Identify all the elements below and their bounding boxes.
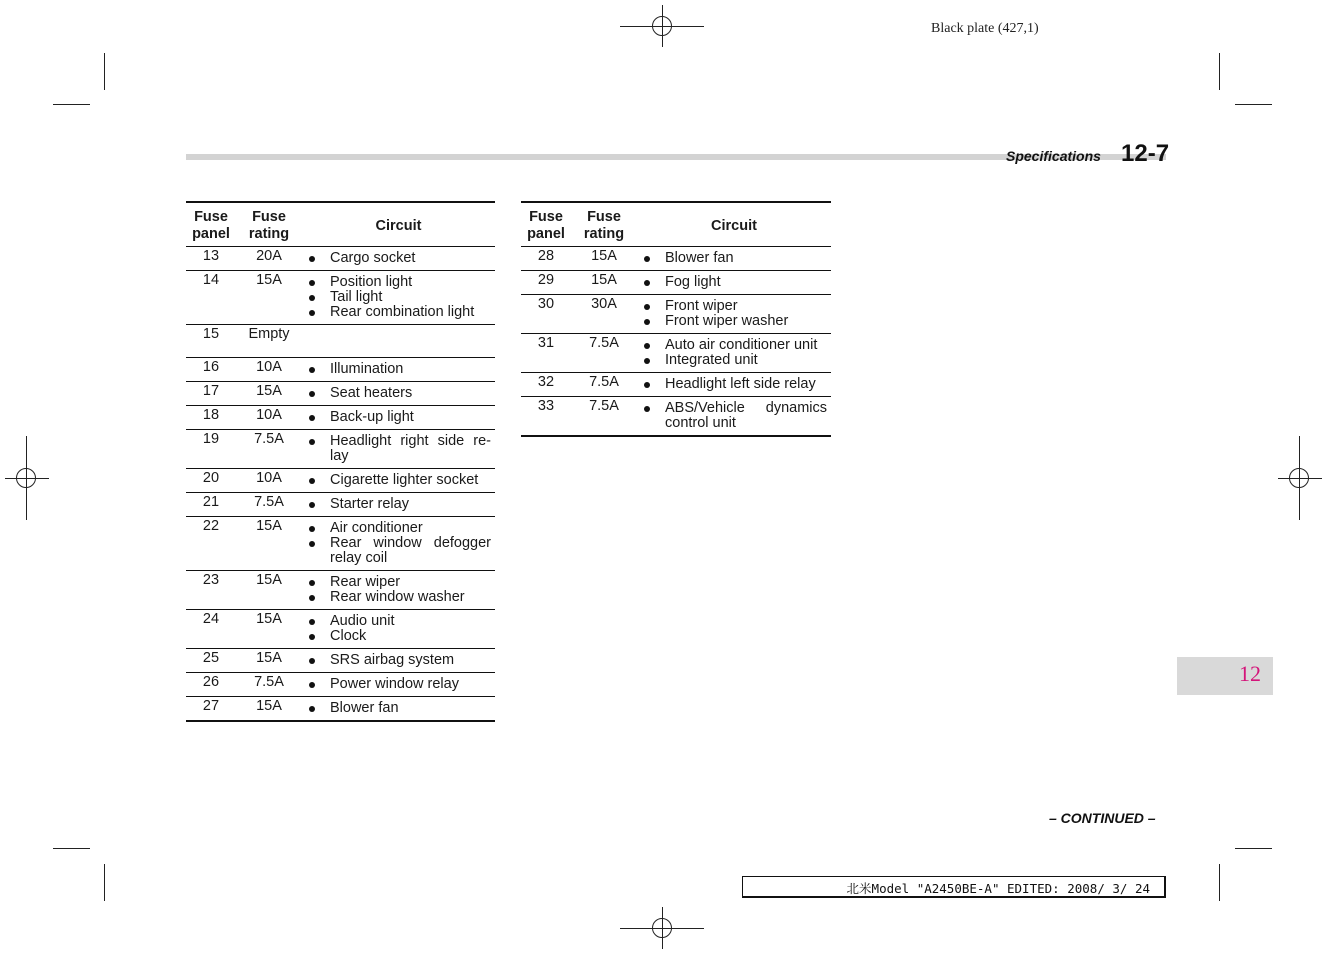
- circuit-item: Blower fan: [302, 701, 491, 716]
- circuit-item: Position light: [302, 275, 491, 290]
- fuse-rating-cell: 7.5A: [236, 430, 302, 469]
- fuse-table-right-body: [521, 247, 831, 437]
- circuit-cell: [637, 373, 831, 397]
- fuse-panel-cell: 17: [186, 382, 236, 406]
- circuit-item: ABS/Vehicle dynamics control unit: [637, 401, 827, 431]
- circuit-list: [302, 612, 495, 644]
- fuse-rating-cell: 15A: [236, 382, 302, 406]
- circuit-cell: [302, 571, 495, 610]
- fuse-rating-cell: 7.5A: [236, 673, 302, 697]
- table-row: [186, 325, 495, 358]
- table-row: [186, 571, 495, 610]
- circuit-list: [637, 399, 831, 431]
- fuse-panel-cell: 16: [186, 358, 236, 382]
- circuit-item: Back-up light: [302, 410, 491, 425]
- fuse-panel-cell: 19: [186, 430, 236, 469]
- circuit-list: [637, 375, 831, 392]
- fuse-panel-cell: 20: [186, 469, 236, 493]
- fuse-panel-cell: 22: [186, 517, 236, 571]
- fuse-panel-cell: 18: [186, 406, 236, 430]
- fuse-rating-cell: 10A: [236, 469, 302, 493]
- circuit-list: [302, 327, 495, 329]
- fuse-rating-cell: 15A: [236, 271, 302, 325]
- table-row: [186, 610, 495, 649]
- circuit-cell: [302, 325, 495, 358]
- fuse-panel-cell: 28: [521, 247, 571, 271]
- chapter-tab-number: 12: [1239, 661, 1261, 686]
- circuit-item: Clock: [302, 629, 491, 644]
- circuit-item: Rear combination light: [302, 305, 491, 320]
- fuse-panel-cell: 24: [186, 610, 236, 649]
- fuse-panel-cell: 13: [186, 247, 236, 271]
- table-header-row: [186, 202, 495, 247]
- circuit-cell: [637, 295, 831, 334]
- circuit-item: Auto air conditioner unit: [637, 338, 827, 353]
- circuit-item: Seat heaters: [302, 386, 491, 401]
- fuse-table-left-body: [186, 247, 495, 722]
- column-header-panel: Fuse panel: [521, 202, 571, 247]
- circuit-list: [302, 699, 495, 716]
- circuit-cell: [637, 334, 831, 373]
- circuit-item: Blower fan: [637, 251, 827, 266]
- circuit-list: [302, 432, 495, 464]
- circuit-cell: [302, 493, 495, 517]
- circuit-list: [302, 573, 495, 605]
- circuit-list: [302, 273, 495, 320]
- circuit-list: [637, 297, 831, 329]
- fuse-rating-cell: 15A: [236, 571, 302, 610]
- fuse-panel-cell: 31: [521, 334, 571, 373]
- fuse-panel-cell: 23: [186, 571, 236, 610]
- fuse-rating-cell: 15A: [236, 697, 302, 722]
- circuit-cell: [637, 247, 831, 271]
- circuit-cell: [302, 610, 495, 649]
- table-row: [186, 271, 495, 325]
- fuse-panel-cell: 21: [186, 493, 236, 517]
- fuse-rating-cell: 15A: [236, 649, 302, 673]
- circuit-list: [302, 519, 495, 566]
- circuit-list: [302, 408, 495, 425]
- circuit-item: Power window relay: [302, 677, 491, 692]
- circuit-list: [302, 360, 495, 377]
- fuse-panel-cell: 27: [186, 697, 236, 722]
- circuit-cell: [302, 517, 495, 571]
- table-row: [186, 517, 495, 571]
- circuit-cell: [302, 673, 495, 697]
- circuit-cell: [637, 397, 831, 437]
- circuit-list: [302, 675, 495, 692]
- fuse-rating-cell: 7.5A: [571, 373, 637, 397]
- circuit-item: Cargo socket: [302, 251, 491, 266]
- table-row: [521, 373, 831, 397]
- fuse-rating-cell: 7.5A: [236, 493, 302, 517]
- fuse-rating-cell: Empty: [236, 325, 302, 358]
- column-header-circuit: Circuit: [302, 202, 495, 247]
- circuit-cell: [302, 358, 495, 382]
- column-header-rating: Fuse rating: [236, 202, 302, 247]
- fuse-panel-cell: 25: [186, 649, 236, 673]
- circuit-item: Rear window washer: [302, 590, 491, 605]
- fuse-panel-cell: 33: [521, 397, 571, 437]
- circuit-item: Starter relay: [302, 497, 491, 512]
- table-row: [186, 469, 495, 493]
- fuse-panel-cell: 26: [186, 673, 236, 697]
- circuit-item: Front wiper: [637, 299, 827, 314]
- fuse-rating-cell: 15A: [571, 247, 637, 271]
- chapter-tab: [1177, 657, 1273, 695]
- circuit-list: [302, 384, 495, 401]
- table-row: [186, 673, 495, 697]
- circuit-cell: [302, 382, 495, 406]
- fuse-rating-cell: 10A: [236, 406, 302, 430]
- column-header-circuit: Circuit: [637, 202, 831, 247]
- circuit-item: Rear window defogger relay coil: [302, 536, 491, 566]
- circuit-cell: [302, 469, 495, 493]
- circuit-list: [302, 651, 495, 668]
- page-number: 12-7: [1121, 140, 1170, 167]
- fuse-rating-cell: 30A: [571, 295, 637, 334]
- circuit-item: Headlight left side relay: [637, 377, 827, 392]
- circuit-item: Integrated unit: [637, 353, 827, 368]
- table-row: [186, 493, 495, 517]
- circuit-cell: [302, 271, 495, 325]
- circuit-item: Fog light: [637, 275, 827, 290]
- circuit-list: [637, 273, 831, 290]
- fuse-panel-cell: 15: [186, 325, 236, 358]
- fuse-rating-cell: 20A: [236, 247, 302, 271]
- circuit-item: Headlight right side re-lay: [302, 434, 491, 464]
- column-header-rating: Fuse rating: [571, 202, 637, 247]
- column-header-panel: Fuse panel: [186, 202, 236, 247]
- table-row: [186, 406, 495, 430]
- circuit-list: [302, 471, 495, 488]
- circuit-list: [637, 249, 831, 266]
- fuse-table-right: [521, 201, 831, 437]
- fuse-panel-cell: 30: [521, 295, 571, 334]
- continued-label: – CONTINUED –: [1049, 810, 1156, 826]
- circuit-item: Audio unit: [302, 614, 491, 629]
- fuse-rating-cell: 15A: [236, 610, 302, 649]
- circuit-list: [302, 495, 495, 512]
- footer-edit-info: 北米Model "A2450BE-A" EDITED: 2008/ 3/ 24: [742, 876, 1166, 898]
- fuse-table-left: [186, 201, 495, 722]
- circuit-cell: [302, 697, 495, 722]
- fuse-rating-cell: 15A: [236, 517, 302, 571]
- circuit-list: [302, 249, 495, 266]
- fuse-panel-cell: 29: [521, 271, 571, 295]
- table-row: [521, 397, 831, 437]
- circuit-item: Air conditioner: [302, 521, 491, 536]
- circuit-item: Rear wiper: [302, 575, 491, 590]
- circuit-item: Illumination: [302, 362, 491, 377]
- circuit-item: Tail light: [302, 290, 491, 305]
- fuse-rating-cell: 7.5A: [571, 397, 637, 437]
- circuit-cell: [302, 247, 495, 271]
- circuit-item: Front wiper washer: [637, 314, 827, 329]
- table-header-row: [521, 202, 831, 247]
- circuit-cell: [637, 271, 831, 295]
- fuse-panel-cell: 32: [521, 373, 571, 397]
- table-row: [521, 334, 831, 373]
- table-row: [186, 697, 495, 722]
- table-row: [521, 295, 831, 334]
- table-row: [186, 649, 495, 673]
- table-row: [186, 382, 495, 406]
- circuit-cell: [302, 649, 495, 673]
- circuit-cell: [302, 406, 495, 430]
- fuse-panel-cell: 14: [186, 271, 236, 325]
- plate-label: Black plate (427,1): [931, 21, 1039, 36]
- table-row: [186, 358, 495, 382]
- table-row: [186, 247, 495, 271]
- section-title: Specifications: [1006, 148, 1101, 164]
- table-row: [521, 271, 831, 295]
- fuse-rating-cell: 7.5A: [571, 334, 637, 373]
- fuse-rating-cell: 15A: [571, 271, 637, 295]
- table-row: [521, 247, 831, 271]
- circuit-cell: [302, 430, 495, 469]
- circuit-list: [637, 336, 831, 368]
- fuse-rating-cell: 10A: [236, 358, 302, 382]
- table-row: [186, 430, 495, 469]
- circuit-item: Cigarette lighter socket: [302, 473, 491, 488]
- circuit-item: SRS airbag system: [302, 653, 491, 668]
